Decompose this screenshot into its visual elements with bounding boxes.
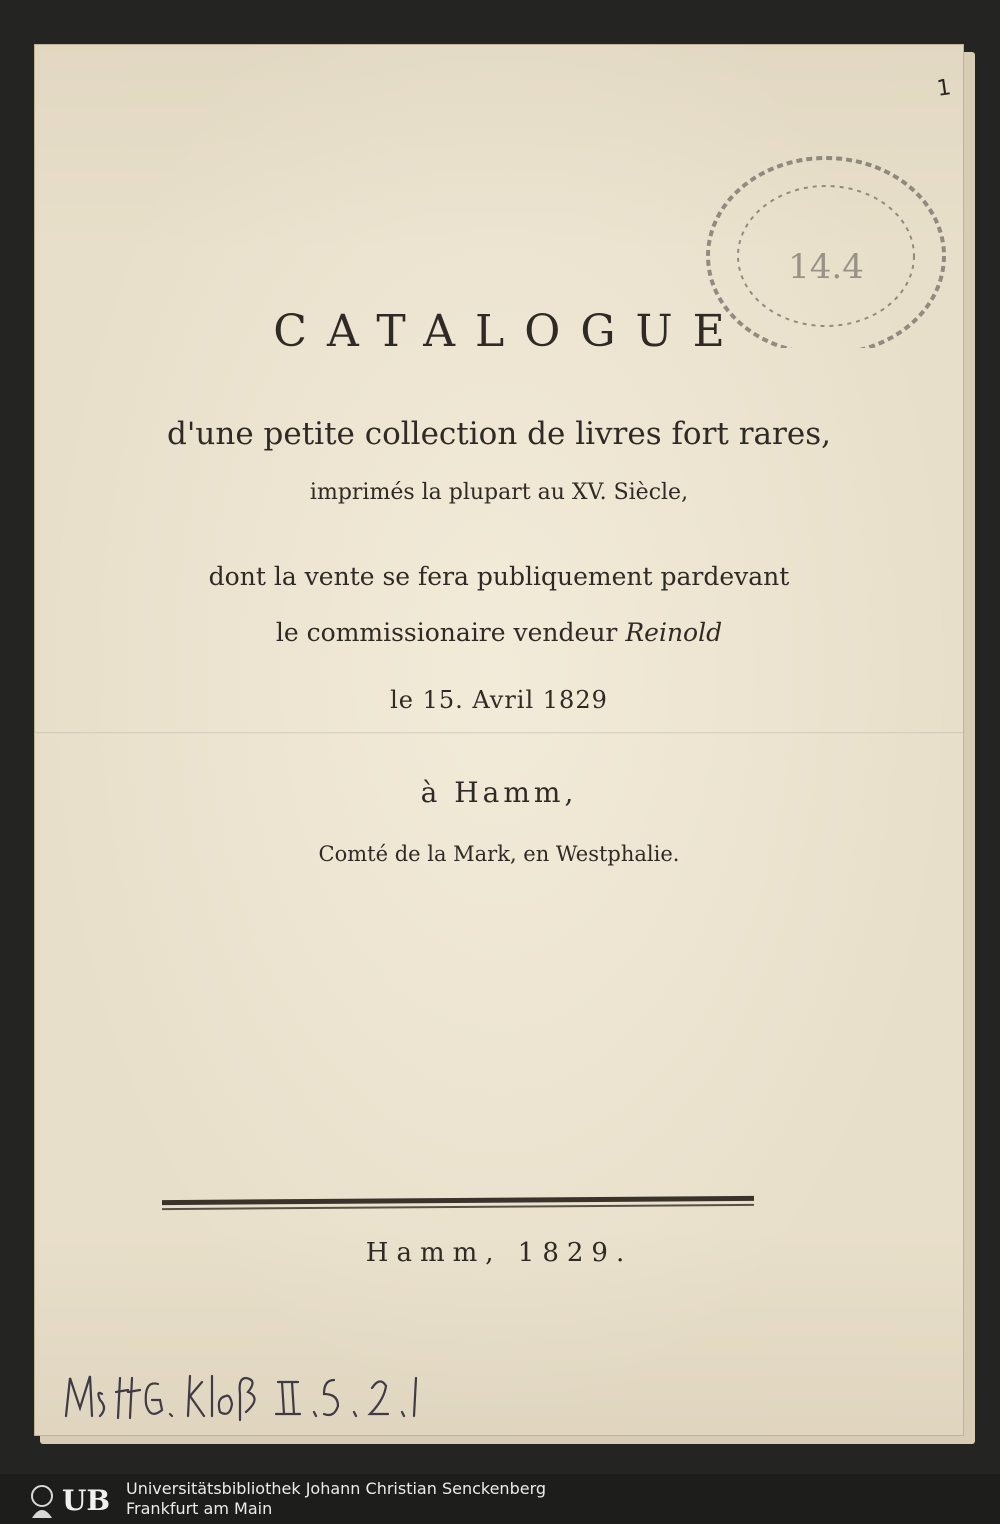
subtitle-line: d'une petite collection de livres fort rares, — [167, 416, 831, 452]
imprint: Hamm, 1829. — [365, 1238, 633, 1268]
svg-text:UB: UB — [61, 1484, 111, 1517]
ub-logo-icon — [24, 1478, 122, 1520]
title-page — [34, 44, 964, 1436]
sale-line: dont la vente se fera publiquement pardevant — [208, 562, 790, 591]
place-line: à Hamm, — [420, 776, 578, 809]
institution-name: Universitätsbibliothek Johann Christian Senckenberg — [126, 1479, 547, 1498]
region-line: Comté de la Mark, en Westphalie. — [318, 842, 680, 866]
svg-text:14.4: 14.4 — [788, 247, 864, 287]
catalogue-title: CATALOGUE — [273, 306, 745, 357]
auctioneer-name: Reinold — [625, 618, 723, 647]
printing-line: imprimés la plupart au XV. Siècle, — [309, 480, 689, 505]
shelfmark-handwritten — [62, 1364, 422, 1428]
institution-footer — [0, 1474, 1000, 1524]
separator-rule-thin — [162, 1204, 754, 1210]
page-fold — [34, 732, 964, 735]
auctioneer-line — [34, 618, 964, 647]
folio-number: 1 — [935, 75, 953, 102]
sale-date: le 15. Avril 1829 — [390, 686, 608, 714]
institution-city: Frankfurt am Main — [126, 1499, 273, 1518]
auctioneer-prefix: le commissionaire vendeur — [275, 618, 618, 647]
